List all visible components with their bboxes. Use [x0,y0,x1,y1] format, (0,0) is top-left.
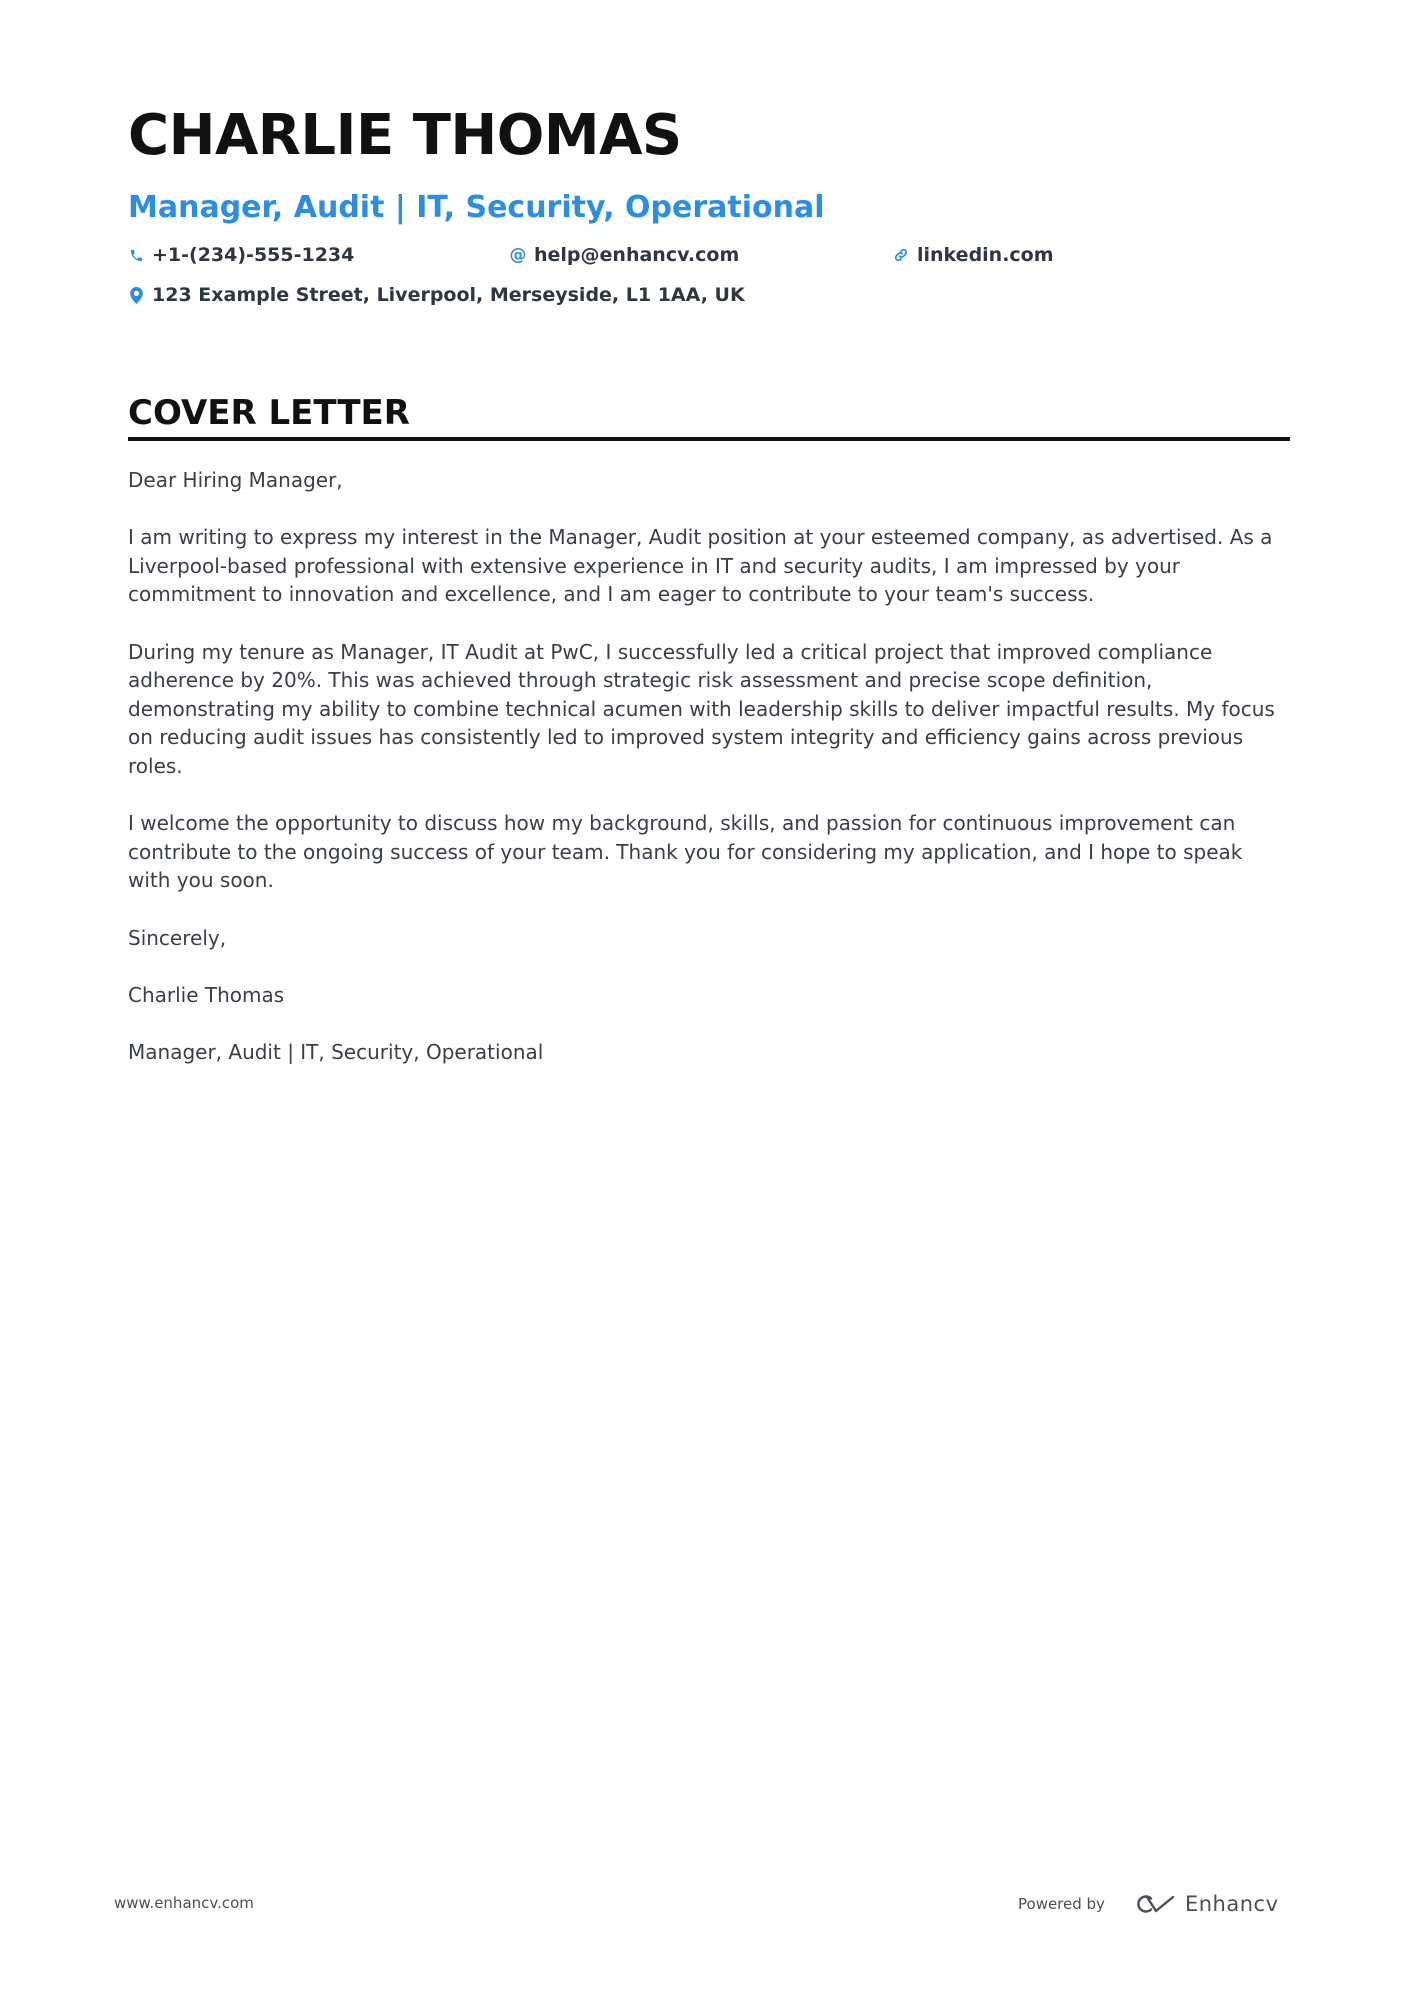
address-text: 123 Example Street, Liverpool, Merseyside, L1 1AA, UK [152,284,745,306]
link-icon [893,246,909,264]
brand-name: Enhancv [1184,1892,1279,1916]
signature-name: Charlie Thomas [128,982,285,1007]
signature-title: Manager, Audit | IT, Security, Operational [128,1039,544,1064]
letter-paragraph: I am writing to express my interest in the Manager, Audit position at your esteemed company, as advertised. As a Liverpool-based professional with extensive experience in IT and security audits, I am impressed by your commitment to innovation and excellence, and I am eager to contribute to your team's success. [128,525,1273,607]
email-text[interactable]: help@enhancv.com [534,244,740,266]
closing: Sincerely, [128,925,227,950]
letter-paragraph: During my tenure as Manager, IT Audit at PwC, I successfully led a critical project that improved compliance adherence by 20%. This was achieved through strategic risk assessment and precise scope definition, demonstrating my ability to combine technical acumen with leadership skills to deliver impactful results. My focus on reducing audit issues has consistently led to improved system integrity and efficiency gains across previous roles. [128,639,1275,778]
contact-email[interactable] [510,241,739,269]
link-text[interactable]: linkedin.com [917,244,1054,266]
enhancv-logo-icon [1133,1893,1177,1915]
contact-address [128,281,745,309]
contact-phone [128,241,354,269]
brand-logo[interactable] [1133,1892,1279,1916]
footer-url[interactable]: www.enhancv.com [114,1894,254,1912]
at-icon: @ [509,245,527,265]
section-divider [128,437,1290,441]
contact-link[interactable] [893,241,1054,269]
letter-body [128,466,1290,1095]
phone-text: +1-(234)-555-1234 [152,244,355,266]
salutation: Dear Hiring Manager, [128,468,343,492]
powered-by[interactable] [1018,1892,1279,1916]
location-pin-icon [128,286,144,304]
phone-icon [128,246,144,264]
candidate-title: Manager, Audit | IT, Security, Operational [128,190,825,225]
letter-paragraph: I welcome the opportunity to discuss how my background, skills, and passion for continuous improvement can contribute to the ongoing success of your team. Thank you for considering my application, and I hope to speak with you soon. [128,811,1243,893]
powered-by-label: Powered by [1018,1895,1105,1913]
section-heading: COVER LETTER [128,393,410,433]
candidate-name: CHARLIE THOMAS [128,103,682,168]
